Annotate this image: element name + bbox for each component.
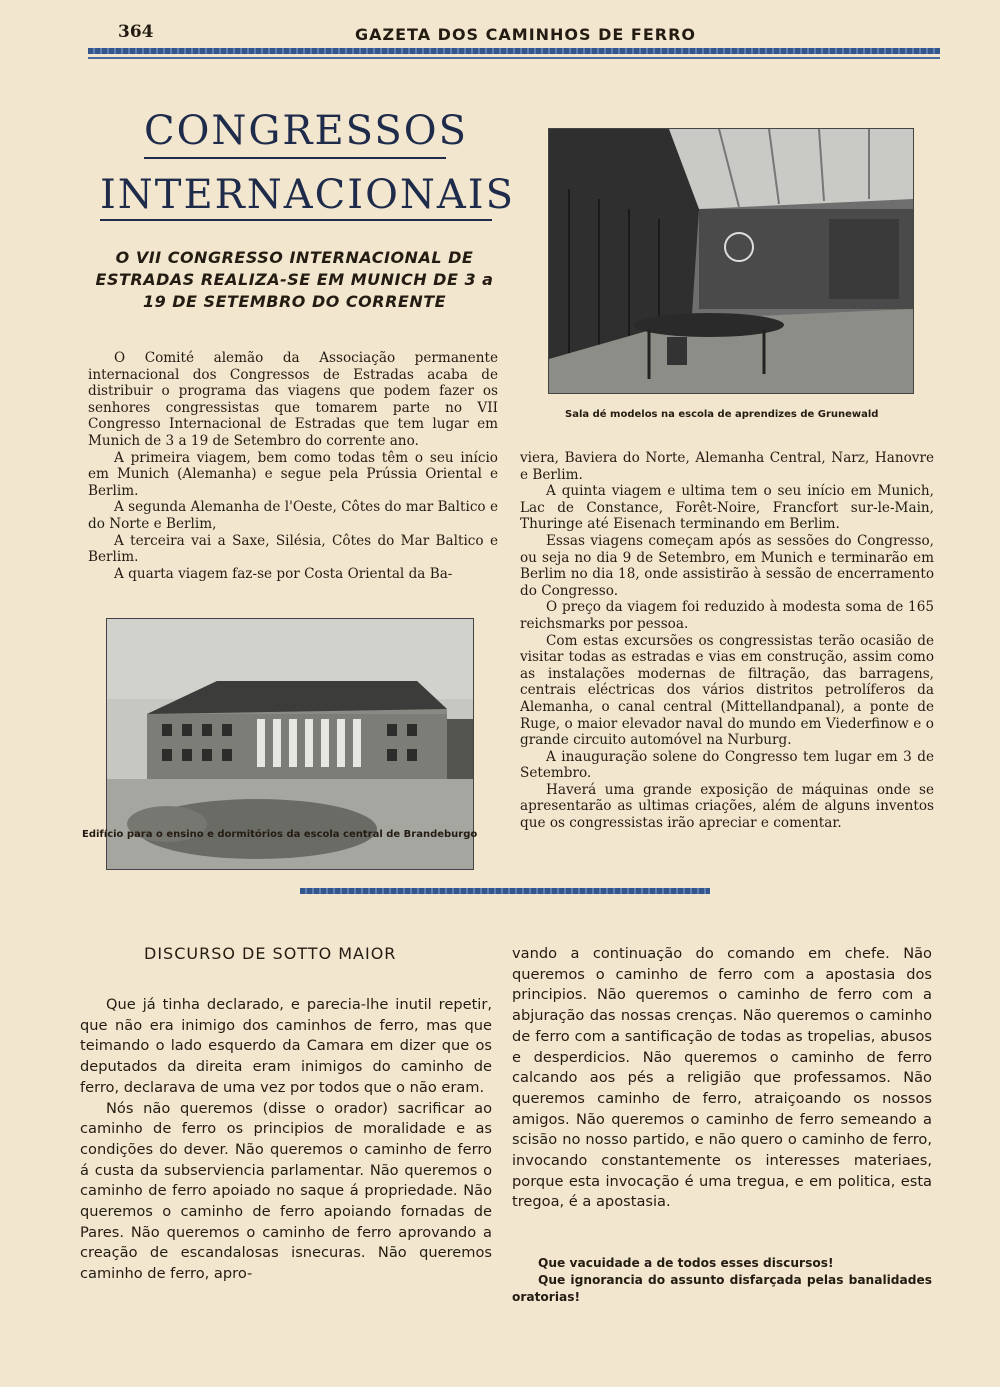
paragraph: Que já tinha declarado, e parecia-lhe inutil repetir, que não era inimigo dos caminhos de ferro, mas que teimando o lado esquerdo da Camara em dizer que os deputados da direita eram inimigos do caminho de ferro, declarava de uma vez por todos que o não eram. [80,996,492,1096]
article-subtitle: O VII CONGRESSO INTERNACIONAL DE ESTRADAS REALIZA-SE EM MUNICH DE 3 a 19 DE SETEMBRO DO CORRENTE [95,248,494,311]
photo-classroom [548,128,914,394]
article2-footnotes [512,1255,932,1306]
paragraph: Com estas excursões os congressistas terão ocasião de visitar todas as estradas e vias em construção, assim como as instalações modernas de filtração, das barragens, centrais eléctricas dos vários distritos petrolíferos da Alemanha, o canal central (Mittellandpanal), a ponte de Ruge, o maior elevador naval do mundo em Viederfinow e o grande circuito automóvel na Nurburg. [520,632,934,749]
paragraph: O preço da viagem foi reduzido à modesta soma de 165 reichsmarks por pessoa. [520,599,934,632]
page-number: 364 [118,22,154,42]
paragraph: Nós não queremos (disse o orador) sacrificar ao caminho de ferro os principios de moralidade e as condições do dever. Não queremos o caminho de ferro á custa da subserviencia parlamentar. Não queremos o caminho de ferro apoiado no saque á propriedade. Não queremos o caminho de ferro apoiando fornadas de Pares. Não queremos o caminho de ferro aprovando a creação de escandalosas isnecuras. Não queremos caminho de ferro, apro- [80,1099,492,1283]
article1-left-column [88,350,498,582]
paragraph: viera, Baviera do Norte, Alemanha Central, Narz, Hanovre e Berlim. [520,450,934,483]
article-title-line1: CONGRESSOS [144,108,468,154]
paragraph: A segunda Alemanha de l'Oeste, Côtes do mar Baltico e do Norte e Berlim, [88,499,498,532]
running-title: GAZETA DOS CAMINHOS DE FERRO [355,25,697,44]
paragraph: A quarta viagem faz-se por Costa Oriental da Ba- [114,565,453,582]
paragraph: A quinta viagem e ultima tem o seu início em Munich, Lac de Constance, Forêt-Noire, Francfort sur-le-Main, Thuringe até Eisenach terminando em Berlim. [520,483,934,533]
photo-building-caption: Edifício para o ensino e dormitórios da escola central de Brandeburgo [82,829,478,840]
title-underline-1 [144,157,446,159]
article2-right-column [512,944,932,1213]
paragraph: vando a continuação do comando em chefe. Não queremos o caminho de ferro com a apostasia dos principios. Não queremos o caminho de ferro com a abjuração das nossas crenças. Não queremos o caminho de ferro com a santificação de todas as tropelias, abusos e desperdicios. Não queremos o caminho de ferro calcando aos pés a religião que professamos. Não queremos caminho de ferro, atraiçoando os nossos amigos. Não queremos o caminho de ferro semeando a scisão no nosso partido, e não quero o caminho de ferro, invocando constantemente os interesses materiaes, porque esta invocação é uma tregua, e em politica, esta tregoa, é a apostasia. [512,945,932,1211]
paragraph: A terceira vai a Saxe, Silésia, Côtes do Mar Baltico e Berlim. [88,532,498,566]
discurso-title: DISCURSO DE SOTTO MAIOR [144,944,397,963]
photo-classroom-caption: Sala dé modelos na escola de aprendizes de Grunewald [565,409,879,420]
header-rule [88,48,940,54]
paragraph: Haverá uma grande exposição de máquinas onde se apresentarão as ultimas criações, além de alguns inventos que os congressistas irão apreciar e comentar. [520,781,934,832]
header-rule-thin [88,57,940,59]
footnote: Que vacuidade a de todos esses discursos! [538,1256,834,1270]
classroom-image [549,129,913,393]
article-title-line2: INTERNACIONAIS [100,172,515,218]
article1-right-column [520,450,934,832]
paragraph: A primeira viagem, bem como todas têm o seu início em Munich (Alemanha) e segue pela Prússia Oriental e Berlim. [88,449,498,499]
paragraph: Essas viagens começam após as sessões do Congresso, ou seja no dia 9 de Setembro, em Munich e terminarão em Berlim no dia 18, onde assistirão à sessão de encerramento do Congresso. [520,532,934,599]
article2-left-column [80,995,492,1285]
title-underline-2 [100,219,492,221]
paragraph: O Comité alemão da Associação permanente internacional dos Congressos de Estradas acaba de distribuir o programa das viagens que podem fazer os senhores congressistas que tomarem parte no VII Congresso Internacional de Estradas que tem lugar em Munich de 3 a 19 de Setembro do corrente ano. [88,350,498,449]
section-divider [300,888,710,894]
footnote: Que ignorancia do assunto disfarçada pelas banalidades oratorias! [512,1273,932,1304]
paragraph: A inauguração solene do Congresso tem lugar em 3 de Setembro. [520,748,934,782]
